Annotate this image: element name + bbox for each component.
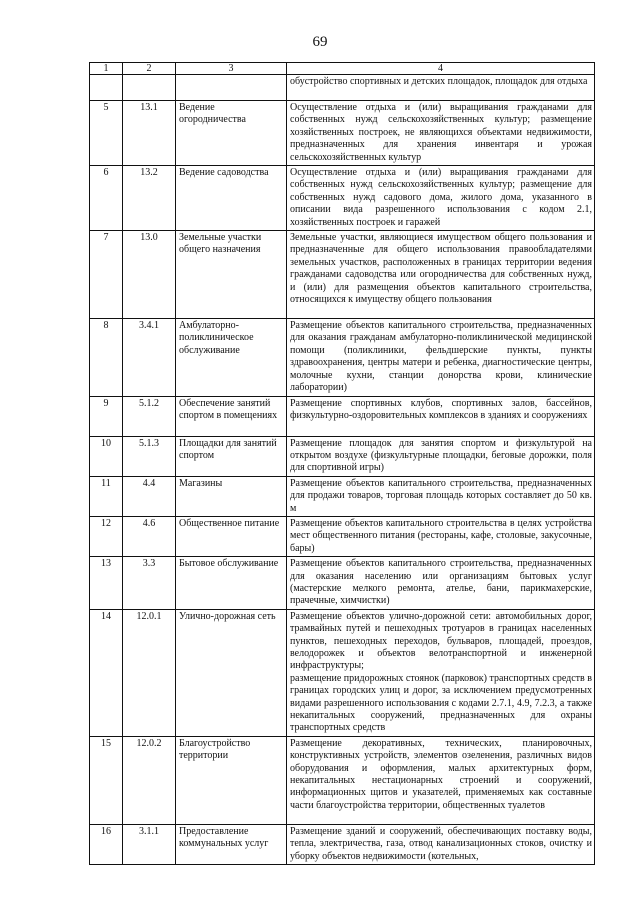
use-code: 5.1.2 xyxy=(123,396,176,436)
description-cell: Размещение объектов капитального строительства в целях устройства мест общественного питания (рестораны, кафе, столовые, закусочные, бары) xyxy=(287,516,595,556)
description-cell: Размещение объектов капитального строительства, предназначенных для продажи товаров, торговая площадь которых составляет до 50 кв. м xyxy=(287,476,595,516)
use-name: Благоустройство территории xyxy=(176,736,287,824)
use-name: Ведение огородничества xyxy=(176,101,287,166)
table-row xyxy=(90,396,595,436)
row-number: 5 xyxy=(90,101,123,166)
row-number: 8 xyxy=(90,319,123,396)
use-code: 13.0 xyxy=(123,231,176,319)
row-number: 6 xyxy=(90,166,123,231)
table-row xyxy=(90,476,595,516)
use-name: Магазины xyxy=(176,476,287,516)
header-cell: 1 xyxy=(90,63,123,75)
row-number: 12 xyxy=(90,516,123,556)
description-cell: Размещение декоративных, технических, планировочных, конструктивных устройств, элементов озеленения, различных видов оборудования и оформления, малых архитектурных форм, некапитальных нестационарных строений и сооружений, информационных щитов и указателей, применяемых как составные части благоустройства территории, общественных туалетов xyxy=(287,736,595,824)
use-name: Предоставление коммунальных услуг xyxy=(176,824,287,864)
table-row xyxy=(90,166,595,231)
row-number: 11 xyxy=(90,476,123,516)
description-cell: Земельные участки, являющиеся имуществом общего пользования и предназначенные для общего использования правообладателями земельных участков, расположенных в границах территории ведения гражданами садоводства или огородничества для собственных нужд, и (или) для размещения объектов капитального строительства, относящихся к имуществу общего пользования xyxy=(287,231,595,319)
use-name: Площадки для занятий спортом xyxy=(176,436,287,476)
use-code: 12.0.2 xyxy=(123,736,176,824)
use-name: Ведение садоводства xyxy=(176,166,287,231)
use-code: 12.0.1 xyxy=(123,609,176,736)
use-code: 13.1 xyxy=(123,101,176,166)
table-header-row xyxy=(90,63,595,75)
description-cell: обустройство спортивных и детских площадок, площадок для отдыха xyxy=(287,75,595,101)
table-row xyxy=(90,736,595,824)
use-code: 3.4.1 xyxy=(123,319,176,396)
table-row xyxy=(90,516,595,556)
description-cell: Осуществление отдыха и (или) выращивания гражданами для собственных нужд сельскохозяйственных культур; размещение для собственных нужд садового дома, жилого дома, указанного в описании вида разрешенного использования с кодом 2.1, хозяйственных построек и гаражей xyxy=(287,166,595,231)
use-name: Земельные участки общего назначения xyxy=(176,231,287,319)
description-paragraph: Размещение объектов улично-дорожной сети: автомобильных дорог, трамвайных путей и пешеходных тротуаров в границах населенных пунктов, пешеходных переходов, бульваров, площадей, проездов, велодорожек и объектов велотранспортной и инженерной инфраструктуры; xyxy=(290,610,592,672)
description-cell xyxy=(287,609,595,736)
row-number: 14 xyxy=(90,609,123,736)
table-row xyxy=(90,101,595,166)
description-cell: Размещение объектов капитального строительства, предназначенных для оказания населению или организациям бытовых услуг (мастерские мелкого ремонта, ателье, бани, парикмахерские, прачечные, химчистки) xyxy=(287,557,595,610)
table-row xyxy=(90,231,595,319)
land-use-table xyxy=(89,62,595,865)
header-cell: 2 xyxy=(123,63,176,75)
table-row xyxy=(90,319,595,396)
row-number: 7 xyxy=(90,231,123,319)
description-cell: Размещение зданий и сооружений, обеспечивающих поставку воды, тепла, электричества, газа, отвод канализационных стоков, очистку и уборку объектов недвижимости (котельных, xyxy=(287,824,595,864)
use-code: 5.1.3 xyxy=(123,436,176,476)
use-code: 4.6 xyxy=(123,516,176,556)
use-name: Общественное питание xyxy=(176,516,287,556)
table-row-continuation xyxy=(90,75,595,101)
header-cell: 4 xyxy=(287,63,595,75)
description-cell: Размещение площадок для занятия спортом и физкультурой на открытом воздухе (физкультурные площадки, беговые дорожки, поля для спортивной игры) xyxy=(287,436,595,476)
row-number: 9 xyxy=(90,396,123,436)
row-number: 10 xyxy=(90,436,123,476)
use-code: 3.1.1 xyxy=(123,824,176,864)
header-cell: 3 xyxy=(176,63,287,75)
row-number: 16 xyxy=(90,824,123,864)
use-name: Бытовое обслуживание xyxy=(176,557,287,610)
description-paragraph: размещение придорожных стоянок (парковок) транспортных средств в границах городских улиц и дорог, за исключением предусмотренных видами разрешенного использования с кодами 2.7.1, 4.9, 7.2.3, а также некапитальных сооружений, предназначенных для охраны транспортных средств xyxy=(290,672,592,734)
table-row xyxy=(90,609,595,736)
use-name: Амбулаторно-поликлиническое обслуживание xyxy=(176,319,287,396)
page-number: 69 xyxy=(312,34,328,50)
description-cell: Размещение спортивных клубов, спортивных залов, бассейнов, физкультурно-оздоровительных комплексов в зданиях и сооружениях xyxy=(287,396,595,436)
row-number: 15 xyxy=(90,736,123,824)
use-code: 13.2 xyxy=(123,166,176,231)
use-name: Обеспечение занятий спортом в помещениях xyxy=(176,396,287,436)
use-code: 3.3 xyxy=(123,557,176,610)
use-code: 4.4 xyxy=(123,476,176,516)
table-row xyxy=(90,824,595,864)
table-row xyxy=(90,436,595,476)
description-cell: Осуществление отдыха и (или) выращивания гражданами для собственных нужд сельскохозяйственных культур; размещение хозяйственных построек, не являющихся объектами недвижимости, предназначенных для хранения инвентаря и урожая сельскохозяйственных культур xyxy=(287,101,595,166)
row-number: 13 xyxy=(90,557,123,610)
description-cell: Размещение объектов капитального строительства, предназначенных для оказания гражданам амбулаторно-поликлинической медицинской помощи (поликлиники, фельдшерские пункты, пункты здравоохранения, центры матери и ребенка, диагностические центры, молочные кухни, станции донорства крови, клинические лаборатории) xyxy=(287,319,595,396)
use-name: Улично-дорожная сеть xyxy=(176,609,287,736)
table-row xyxy=(90,557,595,610)
